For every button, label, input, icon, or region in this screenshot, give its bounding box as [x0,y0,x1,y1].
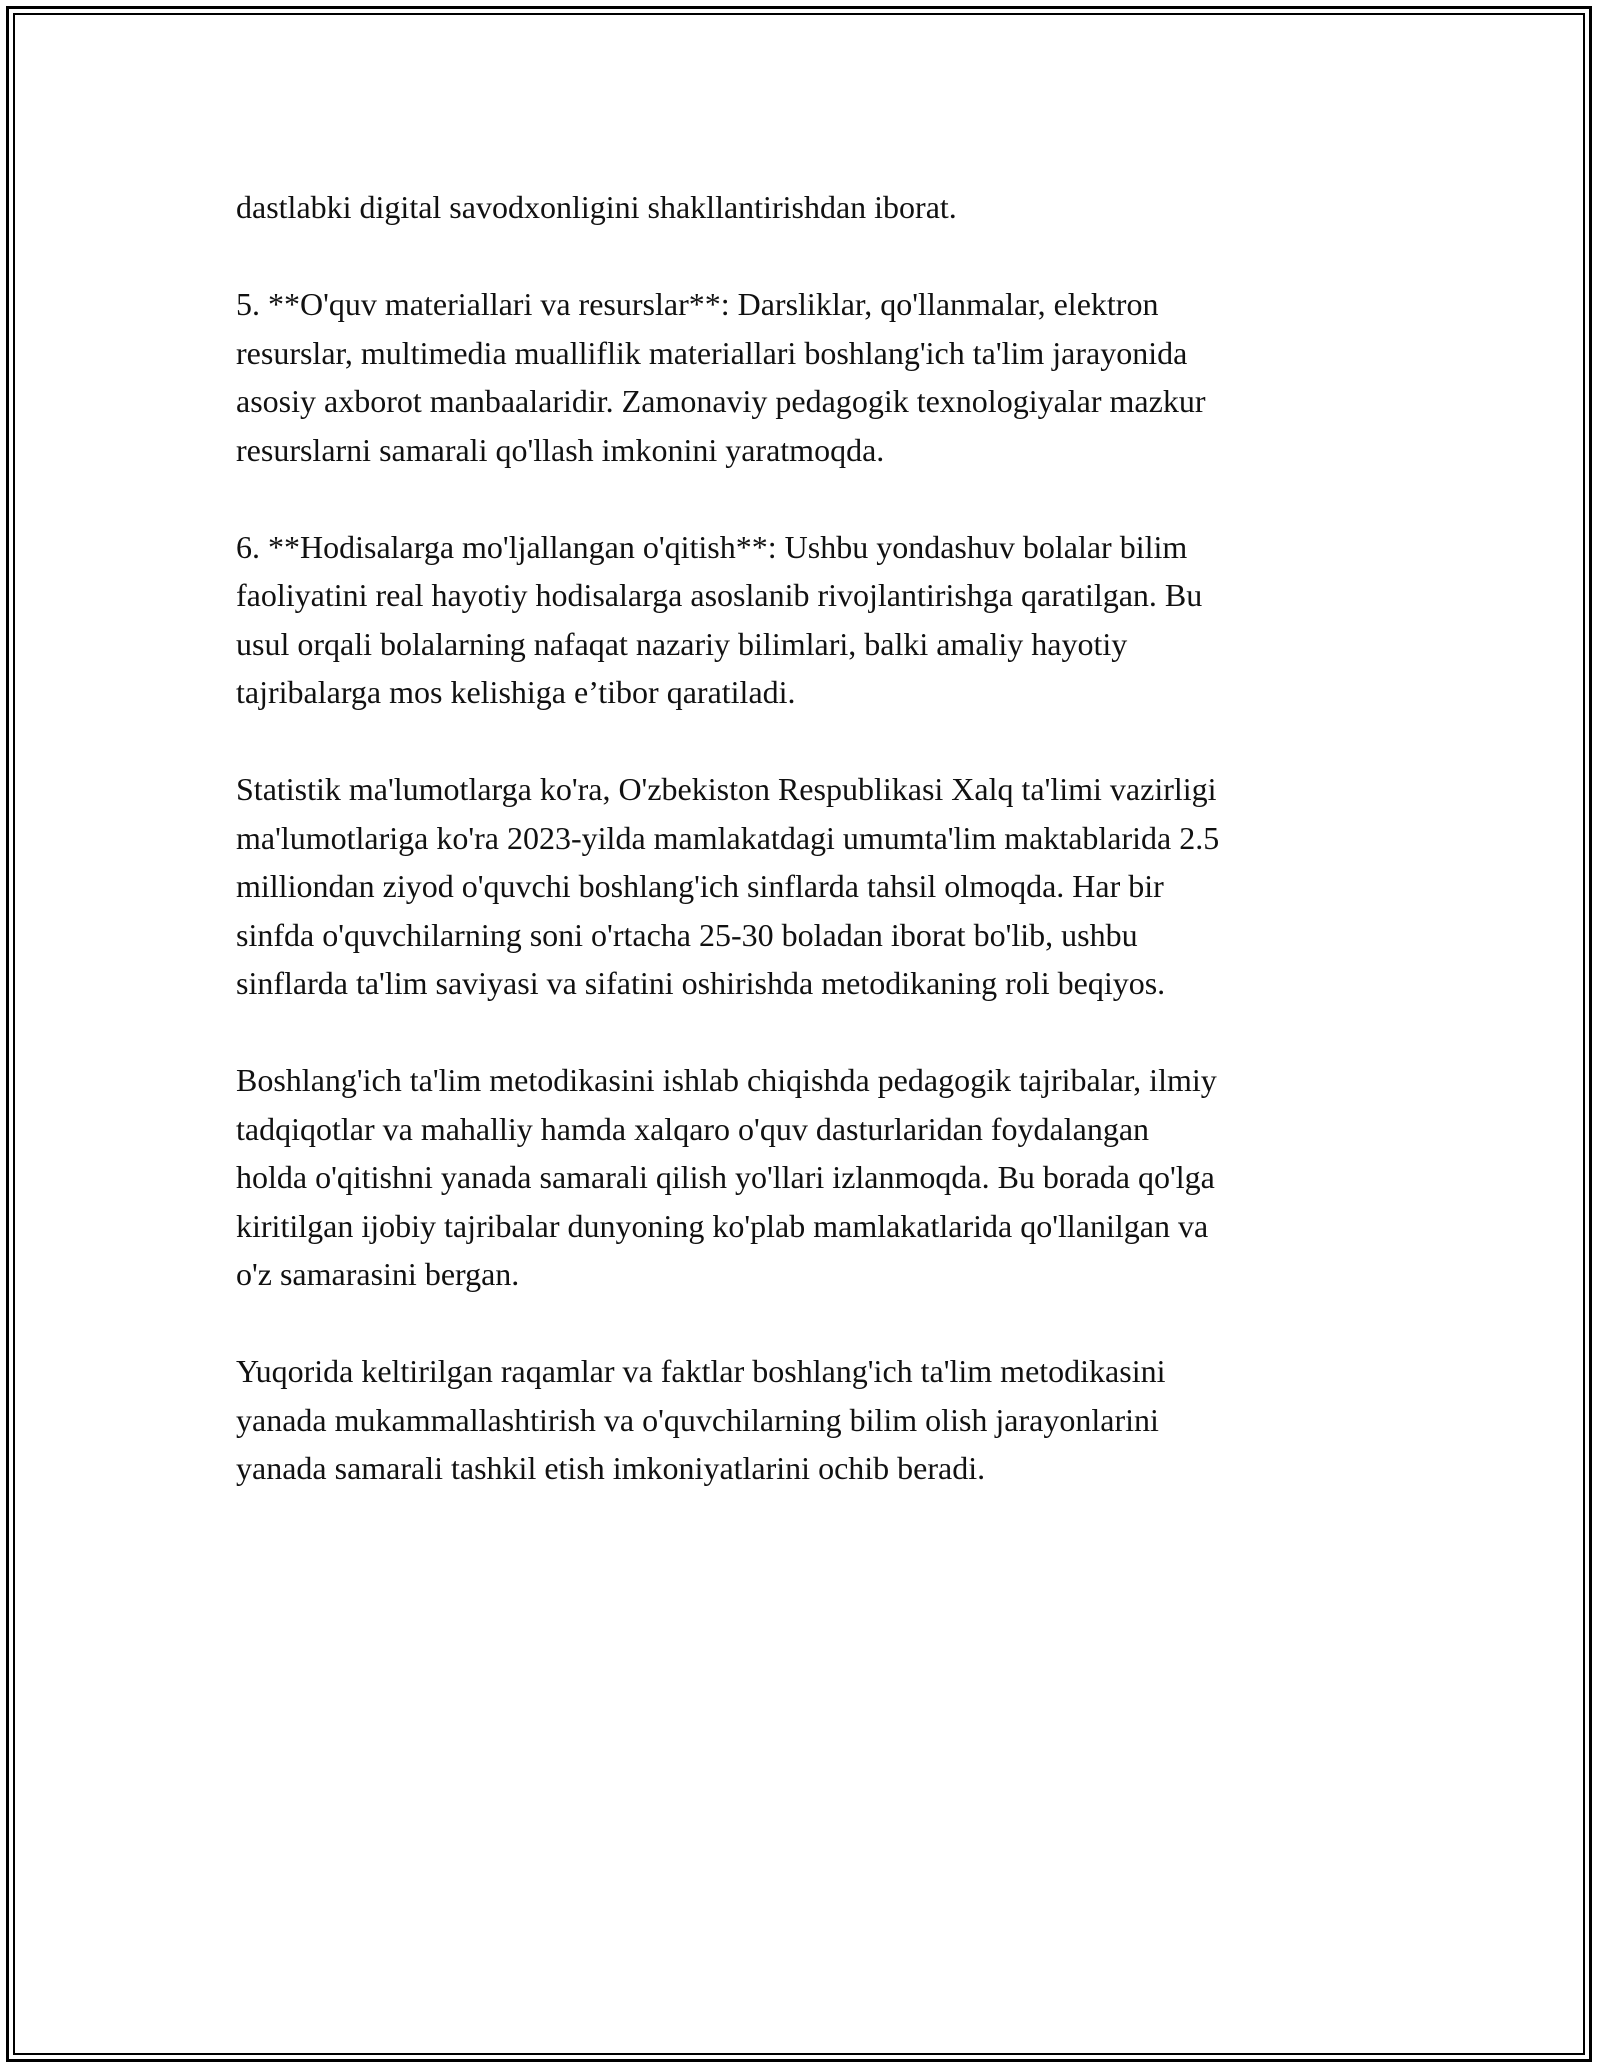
text-line: Statistik ma'lumotlarga ko'ra, O'zbekiston Respublikasi Xalq ta'limi vazirligi [236,771,1217,807]
document-body [236,183,1376,1541]
text-line: kiritilgan ijobiy tajribalar dunyoning ko'plab mamlakatlarida qo'llanilgan va [236,1207,1209,1244]
text-line: resurslar, multimedia mualliflik materiallari boshlang'ich ta'lim jarayonida [236,334,1188,371]
text-line: Boshlang'ich ta'lim metodikasini ishlab chiqishda pedagogik tajribalar, ilmiy [236,1062,1217,1098]
paragraph-1 [236,183,1376,232]
text-line: yanada mukammallashtirish va o'quvchilarning bilim olish jarayonlarini [236,1401,1159,1438]
paragraph-3 [236,523,1376,717]
text-line: milliondan ziyod o'quvchi boshlang'ich sinflarda tahsil olmoqda. Har bir [236,868,1164,904]
paragraph-5 [236,1056,1376,1299]
text-line: 6. **Hodisalarga mo'ljallangan o'qitish**: Ushbu yondashuv bolalar bilim [236,528,1188,565]
paragraph-2 [236,280,1376,474]
text-line: tadqiqotlar va mahalliy hamda xalqaro o'quv dasturlaridan foydalangan [236,1110,1150,1147]
text-line: dastlabki digital savodxonligini shakllantirishdan iborat. [236,189,957,225]
paragraph-6 [236,1347,1376,1493]
paragraph-4 [236,765,1376,1008]
text-line: Yuqorida keltirilgan raqamlar va faktlar boshlang'ich ta'lim metodikasini [236,1353,1166,1389]
text-line: 5. **O'quv materiallari va resurslar**: Darsliklar, qo'llanmalar, elektron [236,286,1159,322]
text-line: asosiy axborot manbaalaridir. Zamonaviy pedagogik texnologiyalar mazkur [236,383,1206,419]
text-line: tajribalarga mos kelishiga e’tibor qaratiladi. [236,674,796,710]
text-line: holda o'qitishni yanada samarali qilish yo'llari izlanmoqda. Bu borada qo'lga [236,1159,1215,1195]
text-line: usul orqali bolalarning nafaqat nazariy bilimlari, balki amaliy hayotiy [236,625,1128,662]
text-line: faoliyatini real hayotiy hodisalarga asoslanib rivojlantirishga qaratilgan. Bu [236,577,1203,613]
text-line: yanada samarali tashkil etish imkoniyatlarini ochib beradi. [236,1450,986,1486]
text-line: resurslarni samarali qo'llash imkonini yaratmoqda. [236,431,885,468]
text-line: o'z samarasini bergan. [236,1256,520,1292]
text-line: sinflarda ta'lim saviyasi va sifatini oshirishda metodikaning roli beqiyos. [236,965,1166,1001]
text-line: ma'lumotlariga ko'ra 2023-yilda mamlakatdagi umumta'lim maktablarida 2.5 [236,819,1220,856]
text-line: sinfda o'quvchilarning soni o'rtacha 25-30 boladan iborat bo'lib, ushbu [236,916,1138,953]
